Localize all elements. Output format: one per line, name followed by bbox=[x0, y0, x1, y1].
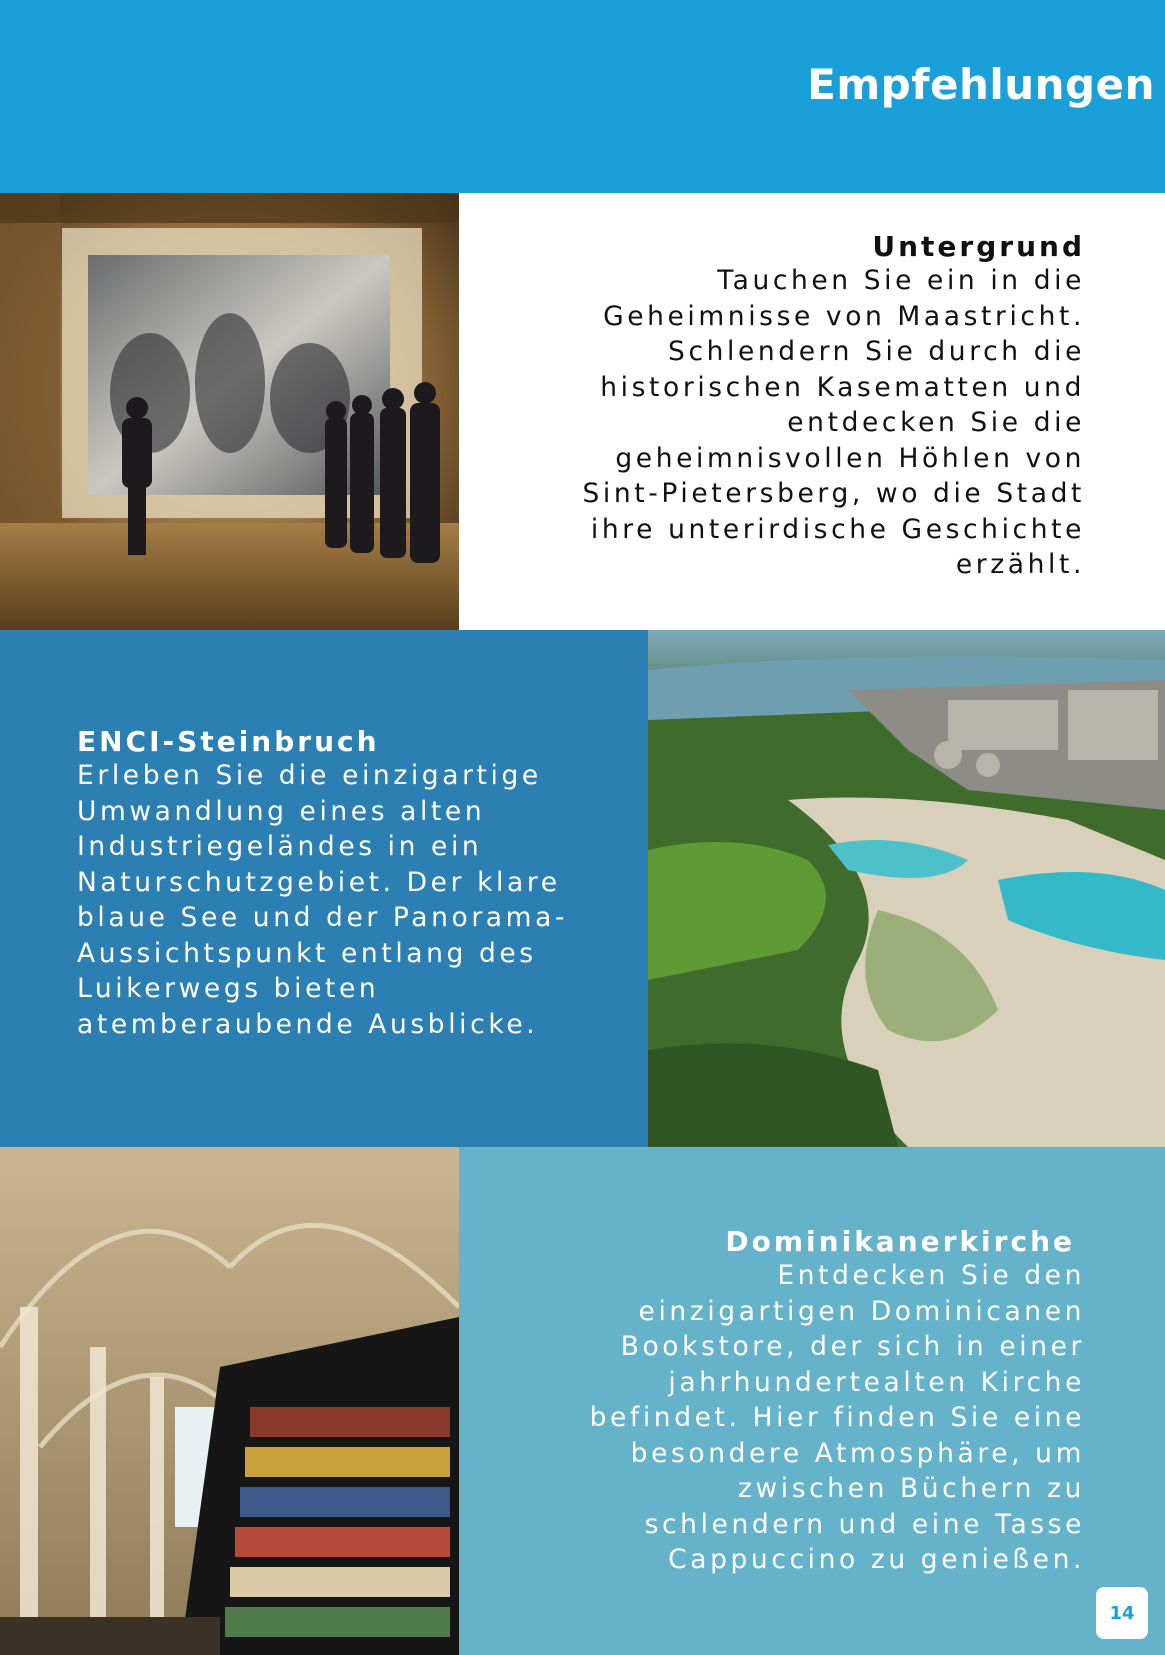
page-number: 14 bbox=[1096, 1587, 1148, 1639]
cave-photo bbox=[0, 193, 459, 630]
section-untergrund bbox=[520, 230, 1085, 583]
section-enci bbox=[77, 725, 637, 1042]
section-body-dominikanerkirche: Entdecken Sie den einzigartigen Dominicanen Bookstore, der sich in einer jahrhundertealten Kirche befindet. Hier finden Sie eine besondere Atmosphäre, um zwischen Büchern zu schlendern und eine Tasse Cappuccino zu genießen. bbox=[589, 1260, 1085, 1575]
section-dominikanerkirche bbox=[520, 1225, 1085, 1578]
section-title-enci: ENCI-Steinbruch bbox=[77, 725, 380, 758]
section-body-untergrund: Tauchen Sie ein in die Geheimnisse von Maastricht. Schlendern Sie durch die historischen Kasematten und entdecken Sie die geheimnisvollen Höhlen von Sint-Pietersberg, wo die Stadt ihre unterirdische Geschichte erzählt. bbox=[582, 265, 1085, 580]
church-photo bbox=[0, 1147, 459, 1655]
section-body-enci: Erleben Sie die einzigartige Umwandlung eines alten Industriegeländes in ein Naturschutzgebiet. Der klare blaue See und der Panorama- Aussichtspunkt entlang des Luikerwegs bieten atemberaubende Ausblicke. bbox=[77, 760, 569, 1040]
section-title-untergrund: Untergrund bbox=[872, 230, 1085, 263]
section-title-dominikanerkirche: Dominikanerkirche bbox=[725, 1225, 1075, 1258]
header-band bbox=[0, 0, 1165, 193]
page-title: Empfehlungen bbox=[807, 60, 1155, 109]
quarry-photo bbox=[648, 630, 1165, 1147]
